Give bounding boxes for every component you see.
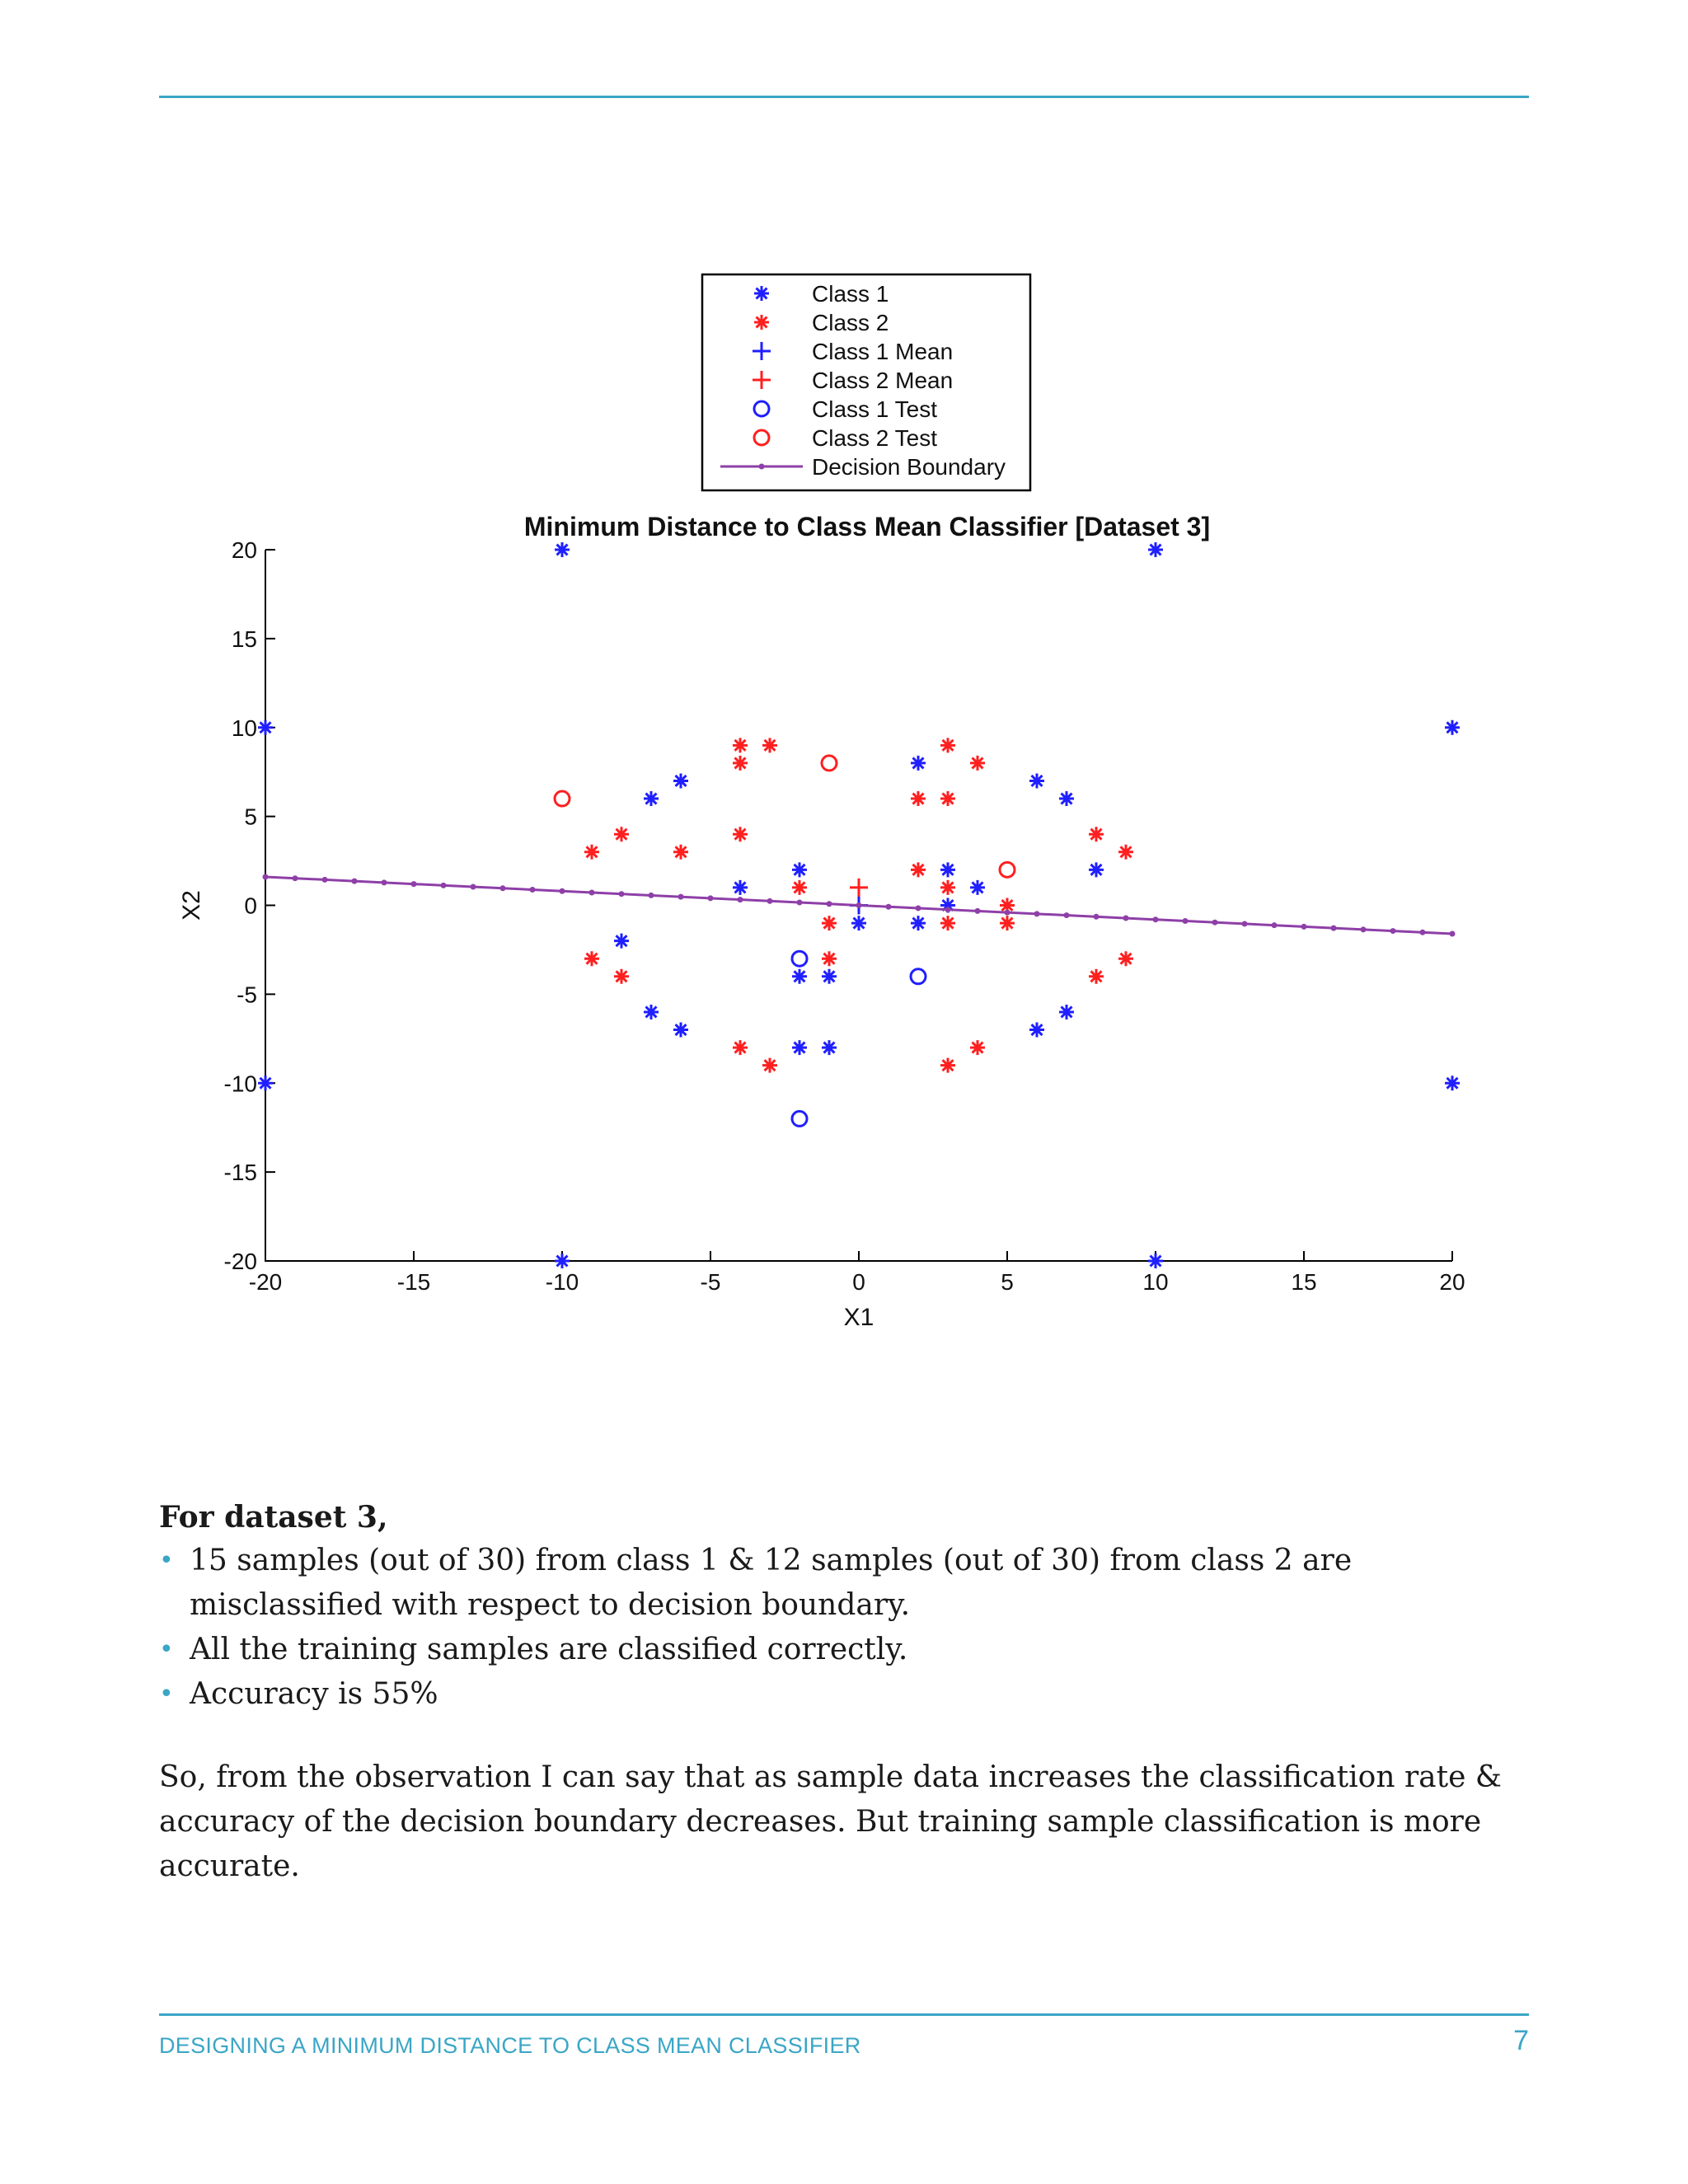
- decision-boundary-dot: [1450, 931, 1456, 937]
- decision-boundary-dot: [678, 894, 684, 900]
- data-point: [584, 845, 599, 860]
- data-point: [911, 916, 926, 930]
- bottom-rule: [159, 2013, 1529, 2016]
- top-rule: [159, 96, 1529, 98]
- data-point: [733, 1040, 748, 1055]
- conclusion-paragraph: So, from the observation I can say that as sample data increases the classification rate & accuracy of the decision boundary decreases. But training sample classification is more accurate.: [159, 1760, 1502, 1883]
- data-point: [940, 880, 955, 895]
- decision-boundary-dot: [1272, 922, 1278, 928]
- y-tick-label: -20: [223, 1249, 257, 1274]
- decision-boundary-dot: [945, 907, 951, 912]
- data-point: [1059, 1005, 1074, 1019]
- decision-boundary-dot: [619, 891, 625, 897]
- y-tick-label: -5: [237, 982, 257, 1008]
- chart-title: Minimum Distance to Class Mean Classifier [Dataset 3]: [523, 512, 1211, 541]
- data-point: [822, 969, 837, 984]
- decision-boundary-dot: [322, 877, 328, 883]
- data-point: [258, 1076, 273, 1090]
- decision-boundary-dot: [530, 887, 536, 893]
- y-tick-label: 15: [231, 626, 257, 652]
- findings-list: [159, 1539, 1519, 1717]
- data-point: [1029, 773, 1044, 788]
- x-tick-label: 0: [852, 1269, 865, 1295]
- data-point: [850, 879, 868, 897]
- x-axis-label: X1: [843, 1304, 874, 1331]
- data-point: [1029, 1023, 1044, 1038]
- x-tick-label: -10: [545, 1269, 579, 1295]
- x-tick-label: 10: [1142, 1269, 1169, 1295]
- decision-boundary-dot: [886, 904, 892, 910]
- decision-boundary-dot: [827, 901, 832, 907]
- x-tick-label: 5: [1001, 1269, 1014, 1295]
- page-number: 7: [1513, 2025, 1529, 2056]
- data-point: [1089, 827, 1104, 841]
- data-point: [673, 1023, 688, 1038]
- bullet-icon: •: [159, 1546, 174, 1575]
- decision-boundary-dot: [797, 900, 803, 906]
- decision-boundary-dot: [1301, 924, 1307, 930]
- legend-label: Class 2 Mean: [812, 368, 954, 393]
- decision-boundary-dot: [1094, 914, 1100, 920]
- data-point: [822, 916, 837, 930]
- data-point: [555, 791, 570, 806]
- data-point: [644, 791, 659, 806]
- legend-marker: [754, 286, 769, 301]
- data-point: [940, 916, 955, 930]
- data-point: [1148, 542, 1163, 557]
- decision-boundary-dot: [708, 895, 714, 901]
- y-tick-label: 20: [231, 537, 257, 563]
- data-point: [1148, 1254, 1163, 1268]
- y-tick-label: 10: [231, 715, 257, 741]
- data-point: [1118, 845, 1133, 860]
- data-point: [792, 880, 807, 895]
- legend-label: Class 1: [812, 281, 889, 307]
- findings-item-text: All the training samples are classified correctly.: [190, 1633, 908, 1666]
- data-point: [1118, 951, 1133, 966]
- data-point: [762, 1058, 777, 1073]
- data-point: [792, 862, 807, 877]
- decision-boundary-dot: [1034, 911, 1040, 916]
- data-point: [555, 542, 570, 557]
- y-tick-label: 5: [244, 804, 257, 830]
- classifier-scatter-chart: [148, 255, 1500, 1360]
- findings-item: [159, 1628, 1519, 1672]
- y-tick-label: -10: [223, 1071, 257, 1097]
- legend-label: Class 2 Test: [812, 425, 937, 451]
- x-tick-label: 20: [1439, 1269, 1465, 1295]
- y-axis-label: X2: [178, 890, 205, 921]
- data-point: [1445, 1076, 1460, 1090]
- decision-boundary-dot: [471, 884, 476, 890]
- data-point: [1089, 969, 1104, 984]
- legend-label: Class 2: [812, 310, 889, 335]
- data-point: [792, 951, 807, 966]
- decision-boundary-dot: [916, 905, 921, 911]
- bullet-icon: •: [159, 1680, 174, 1708]
- decision-boundary-dot: [738, 897, 743, 902]
- decision-boundary-dot: [411, 881, 417, 887]
- data-point: [1059, 791, 1074, 806]
- decision-boundary-dot: [589, 889, 595, 895]
- findings-item: [159, 1539, 1519, 1628]
- data-point: [614, 934, 629, 949]
- decision-boundary-dot: [560, 888, 565, 894]
- section-heading: For dataset 3,: [159, 1500, 388, 1535]
- decision-boundary-dot: [1123, 916, 1129, 921]
- data-point: [822, 756, 837, 771]
- y-tick-label: -15: [223, 1160, 257, 1186]
- data-point: [911, 969, 926, 984]
- data-point: [911, 756, 926, 771]
- decision-boundary-dot: [1212, 920, 1218, 926]
- decision-boundary-dot: [1331, 926, 1337, 931]
- decision-boundary-dot: [975, 908, 981, 914]
- decision-boundary-dot: [293, 875, 298, 881]
- data-point: [940, 791, 955, 806]
- bullet-icon: •: [159, 1635, 174, 1664]
- y-tick-label: 0: [244, 893, 257, 919]
- data-point: [792, 1040, 807, 1055]
- data-point: [673, 845, 688, 860]
- data-point: [733, 738, 748, 752]
- legend-label: Class 1 Mean: [812, 339, 954, 364]
- data-point: [940, 862, 955, 877]
- legend-marker: [754, 315, 769, 330]
- data-point: [1000, 916, 1015, 930]
- data-point: [1000, 862, 1015, 877]
- decision-boundary-dot: [1390, 928, 1396, 934]
- data-point: [1089, 862, 1104, 877]
- decision-boundary-dot: [856, 902, 862, 908]
- data-point: [822, 1040, 837, 1055]
- data-point: [1445, 720, 1460, 735]
- findings-item-text: Accuracy is 55%: [190, 1677, 438, 1711]
- decision-boundary-dot: [1361, 926, 1367, 932]
- decision-boundary-dot: [352, 879, 358, 884]
- data-point: [762, 738, 777, 752]
- decision-boundary-dot: [1420, 930, 1426, 935]
- findings-item: [159, 1672, 1519, 1717]
- x-tick-label: -5: [700, 1269, 721, 1295]
- decision-boundary-dot: [767, 898, 773, 904]
- decision-boundary-dot: [500, 885, 506, 891]
- x-tick-label: 15: [1291, 1269, 1317, 1295]
- decision-boundary-dot: [1242, 921, 1248, 926]
- data-point: [673, 773, 688, 788]
- findings-item-text: 15 samples (out of 30) from class 1 & 12 samples (out of 30) from class 2 are misclassified with respect to decision boundary.: [190, 1544, 1353, 1622]
- decision-boundary-dot: [263, 874, 269, 879]
- data-point: [555, 1254, 570, 1268]
- data-point: [851, 916, 866, 930]
- data-point: [792, 1111, 807, 1126]
- x-tick-label: -20: [248, 1269, 283, 1295]
- decision-boundary-dot: [649, 893, 654, 898]
- data-point: [733, 756, 748, 771]
- decision-boundary-dot: [382, 879, 387, 885]
- x-tick-label: -15: [396, 1269, 431, 1295]
- data-point: [644, 1005, 659, 1019]
- decision-boundary-dot: [1064, 912, 1070, 918]
- data-point: [614, 827, 629, 841]
- legend-label: Decision Boundary: [812, 454, 1006, 480]
- data-point: [614, 969, 629, 984]
- data-point: [970, 880, 985, 895]
- data-point: [822, 951, 837, 966]
- decision-boundary-dot: [1183, 918, 1189, 924]
- decision-boundary-dot: [1153, 916, 1159, 922]
- data-point: [970, 756, 985, 771]
- data-point: [733, 880, 748, 895]
- data-point: [940, 1058, 955, 1073]
- data-point: [792, 969, 807, 984]
- data-point: [733, 827, 748, 841]
- data-point: [258, 720, 273, 735]
- data-point: [970, 1040, 985, 1055]
- data-point: [911, 791, 926, 806]
- data-point: [940, 738, 955, 752]
- legend-label: Class 1 Test: [812, 396, 937, 422]
- decision-boundary-dot: [441, 883, 447, 888]
- decision-boundary-dot: [1005, 910, 1010, 916]
- data-point: [584, 951, 599, 966]
- footer-title: DESIGNING A MINIMUM DISTANCE TO CLASS MEAN CLASSIFIER: [159, 2033, 861, 2058]
- data-point: [911, 862, 926, 877]
